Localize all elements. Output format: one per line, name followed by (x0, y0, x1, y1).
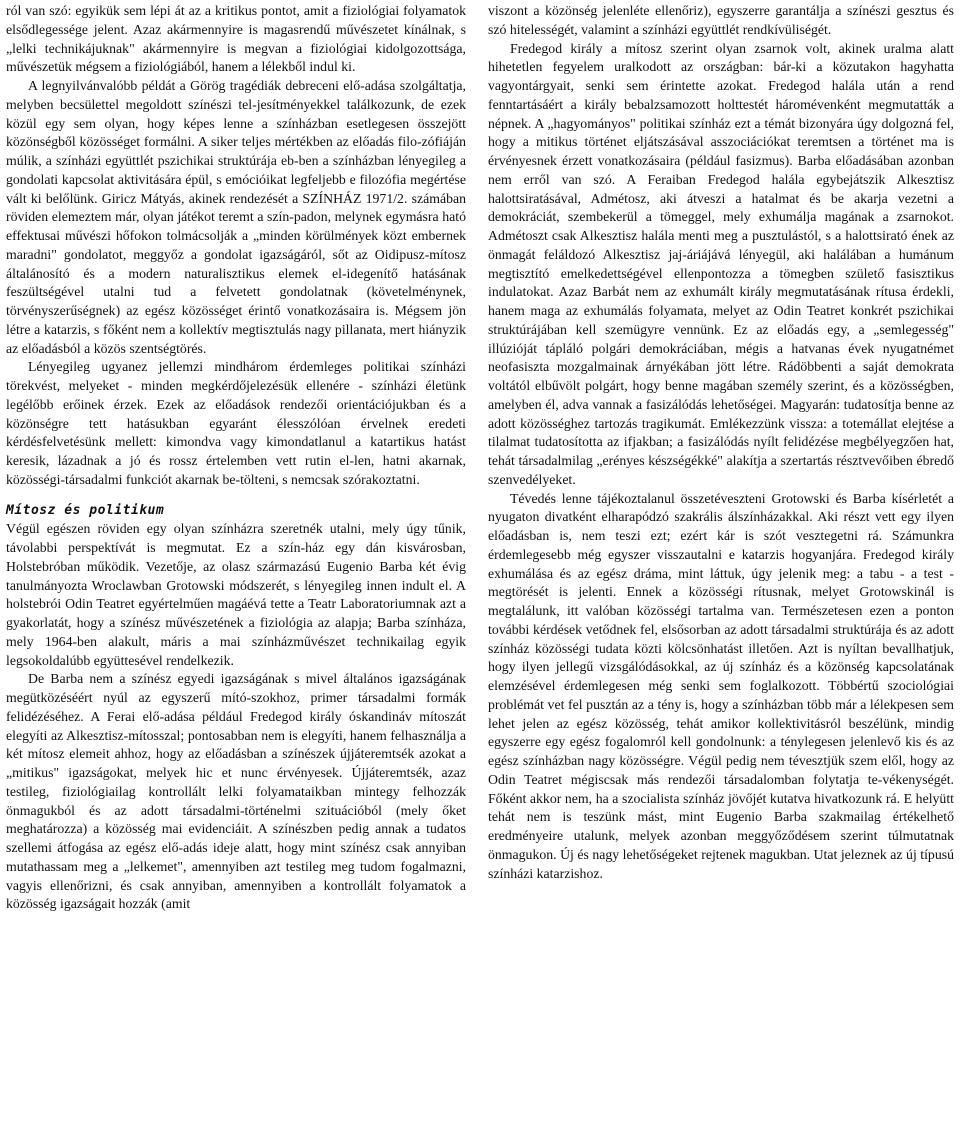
paragraph: Tévedés lenne tájékoztalanul összetéveszteni Grotowski és Barba kísérletét a nyugaton divatként elharapódzó szakrális álszínházakkal. Aki részt vett egy ilyen előadásban is, nem teszi ezt; ezért kár is szót vesztegetni rá. Számunkra érdemlegesebb még egyszer visszautalni e katarzis hogyanjára. Fredegod király exhumálása és az egész dráma, mint láttuk, úgy jelenik meg: a tabu - a test - megtörését is jelenti. Ennek a közösségi rítusnak, melyet Grotowskinál is megtalálunk, itt valóban közösségi tartalma van. Természetesen ezen a ponton további kérdések vetődnek fel, elsősorban az adott társadalmi struktúrája és az adott színház közösségi tudata közti kölcsönhatást illetően. Azt is nyíltan bevallhatjuk, hogy ilyen jellegű vizsgálódásokkal, az új színház és a közönség kapcsolatának elemzésével érdemlegesen még senki sem foglalkozott. Többértű szociológiai problémát vet fel pusztán az a tény is, hogy a színházban több már a lélekpesen sem lehet jelen az egész közösség, tehát amikor kollektivitásról beszélünk, mindig egyszerre egy egész fogalomról kell gondolnunk: a ténylegesen jelenlevő kis és az egész színházban nagy közösségre. Végül pedig nem tévesztjük szem elől, hogy az Odin Teatret mégiscsak más rendezői társadalomban folytatja te-vékenységét. Főként akkor nem, ha a szocialista színház jövőjét kutatva hivatkozunk rá. E helyütt tehát nem is teszünk mást, mint Eugenio Barba szakmailag értékelhető eredményeire utalunk, melyek azonban meggyőződésem szerint túlmutatnak önmagukon. Új és nagy lehetőségeket rejtenek magukban. Utat jeleznek az új típusú színházi katarzishoz. (488, 490, 954, 881)
spacer (6, 490, 466, 502)
paragraph: ról van szó: egyikük sem lépi át az a kritikus pontot, amit a fiziológiai folyamatok elsődlegessége jelent. Azaz akármennyire is magasrendű művészetet kínálnak, s „lelki technikájuknak" akármennyire is megvan a fiziológiai kidolgozottsága, művészetük mégsem a fiziológiából, hanem a lélekből indul ki. (6, 3, 466, 75)
paragraph: Lényegileg ugyanez jellemzi mindhárom érdemleges politikai színházi törekvést, melyeket - minden megkérdőjelezésük ellenére - színházi életünk legélőbb erőinek érzek. Ezek az előadások rendezői orientációjukban és a közönségre tett hatásukban egyaránt élesszólóan érvelnek eredeti kérdésfelvetésünk mellett: kimondva vagy kimondatlanul a katartikus hatást keresik, lázadnak a jó és rossz értelemben vett rutin el-len, hatni akarnak, közösségi-társadalmi funkciót akarnak be-tölteni, s nemcsak szórakoztatni. (6, 359, 466, 487)
paragraph: De Barba nem a színész egyedi igazságának s mivel általános igazságának megütközéséért nyúl az egyszerű mító-szokhoz, primer társadalmi formák felidézéséhez. A Ferai elő-adása például Fredegod király óskandináv mítoszát elegyíti az Alkesztisz-mítosszal; pontosabban nem is elegyíti, hanem felhasználja a két mítosz elemeit ahhoz, hogy az előadásban a színészek újjáteremtsék azokat a „mitikus" igazságokat, melyek hic et nunc érvényesek. Újjáteremtsék, azaz testileg, fiziológiailag kontrollált lelki folyamataikban mintegy felhozzák önmagukból és az adott társadalmi-történelmi szituációból (mely őket meghatározza) a közösség mai evidenciáit. A színészben pedig annak a tudatos szellemi átfogása az egész elő-adás ideje alatt, hogy mint színész csak annyiban mutathassam meg a „lelkemet", amennyiben azt testileg meg tudom fogalmazni, vagyis ellenőrizni, és csak annyiban, amennyiben a kontrollált folyamatok a közösség igazságait hozzák (amit (6, 671, 466, 912)
paragraph: Végül egészen röviden egy olyan színházra szeretnék utalni, mely úgy tűnik, távolabbi perspektívát is megmutat. Ez a szín-ház egy dán kisvárosban, Holstebróban működik. Vezetője, az olasz származású Eugenio Barba két évig tanulmányozta Wroclawban Grotowski módszerét, s lényegileg innen indult el. A holstebrói Odin Teatret egyértelműen magáévá tette a Teatr Laboratoriumnak azt a gyakorlatát, hogy a színész művészetének a fiziológia az alapja; Barba színháza, mely 1964-ben alakult, máris a mai színházművészet technikailag egyik legsokoldalúbb együttesével rendelkezik. (6, 521, 466, 668)
left-column (6, 2, 466, 914)
paragraph: viszont a közönség jelenléte ellenőriz), egyszerre garantálja a színészi gesztus és szó hitelességét, valamint a színházi együttlét rendkívüliségét. (488, 3, 954, 37)
section-heading: Mítosz és politikum (6, 502, 165, 518)
paragraph: Fredegod király a mítosz szerint olyan zsarnok volt, akinek uralma alatt hihetetlen fegyelem uralkodott az országban: bár-ki a közutakon hagyhatta vagyontárgyait, senki sem érintette azokat. Fredegod halála után a rend fenntartásáért a király bebalzsamozott holttestét háromévenként megmutatták a népnek. A „hagyományos" politikai színház ezt a témát bizonyára úgy dolgozná fel, hogy a mitikus történet eljátszásával asszociációkat teremtsen a történet ma is érvényesnek érzett vonatkozásaira (például fasizmus). Barba előadásában azonban nem erről van szó. A Feraiban Fredegod halála egybejátszik Alkesztisz halottsiratásával, Admétosz, aki átveszi a hatalmat és be akarja vezetni a demokráciát, szembekerül a tömeggel, mely exhumálja magának a zsarnokot. Admétoszt csak Alkesztisz halála menti meg a pusztulástól, s a halottsirató ének az önmagát feláldozó Alkesztisz jaj-áriájává lényegül, aki halálában a humánum megtisztító emelkedettségével ellenpontozza a tömegben születő fasisztikus indulatokat. Azaz Barbát nem az exhumált király megmutatásának rítusa érdekli, hanem maga az exhumálás folyamata, melyet az Odin Teatret konkrét pszichikai struktúrájában kell szemügyre vennünk. Ez az előadás egy, a „semlegesség" illúzióját tápláló polgári demokráciában, mégis a hatvanas évek nyugatnémet neofasiszta mozgalmainak árnyékában jött létre. Rádöbbenti a saját demokrata voltától elbűvölt polgárt, hogy benne magában személy szerint, és a közösségben, amelyben él, adva vannak a fasizálódás lehetőségei. Magyarán: tudatosítja benne az adott közösséghez tartozás tragikumát. Emlékezzünk vissza: a totemállat elejtése a tilalmat tudatosította az ifjakban; a fasizálódás nyílt felidézése megbélyegzően hat, tehát társadalmilag „erényes készségékké" alakítja a szertartás résztvevőiben ébredő szenvedélyeket. (488, 40, 954, 487)
right-column (488, 2, 954, 883)
paragraph: A legnyilvánvalóbb példát a Görög tragédiák debreceni elő-adása szolgáltatja, melyben becsülettel megoldott színészi tel-jesítményekkel találkozunk, de ezek közül egy sem olyan, hogy képes lenne a színházban esetlegesen összejött közönségből közösséget formálni. A siker teljes mértékben az előadás filo-zófiáján múlik, a színházi együttlét pszichikai struktúrája eb-ben a színházban lényegileg a gondolati kapcsolat aktivitására épül, s emócióikat legfeljebb e filozófia megértése vált ki belőlünk. Giricz Mátyás, akinek rendezését a SZÍNHÁZ 1971/2. számában röviden elemeztem már, olyan játékot teremt a szín-padon, melynek egymásra ható effektusai művészi hőfokon tolmácsolják a „minden körülmények közt embernek maradni" gondolatot, meggyőz a gondolat igazságáról, sőt az Oidipusz-mítosz általánosító és a modern naturalisztikus elemek el-idegenítő hatásának feszültségével utalni tud a felvetett gondolatnak (követelménynek, törvényszerűségnek) az egész közösséget érintő vonatkozásaira is. Mégsem jön létre a katarzis, s főként nem a kollektív megtisztulás nagy pillanata, mert hiányzik az előadásból a közös szentségtörés. (6, 78, 466, 356)
